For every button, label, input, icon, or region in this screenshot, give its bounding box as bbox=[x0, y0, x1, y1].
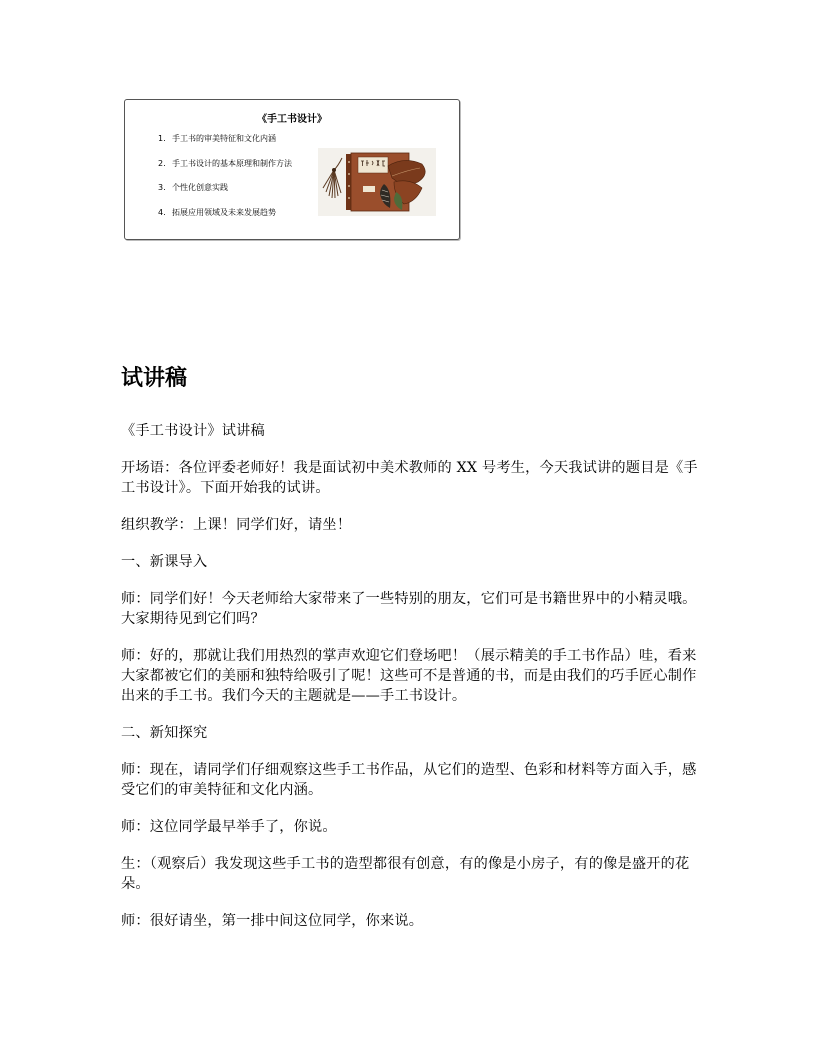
outline-item-text: 个性化创意实践 bbox=[172, 183, 228, 192]
paragraph-organize: 组织教学：上课！同学们好，请坐！ bbox=[121, 517, 352, 533]
outline-item-number: 4. bbox=[158, 207, 166, 217]
slide-outline-item bbox=[158, 133, 292, 158]
paragraph-opening: 开场语：各位评委老师好！我是面试初中美术教师的 XX 号考生，今天我试讲的题目是《手工书设计》。下面开始我的试讲。 bbox=[121, 460, 698, 496]
paragraph: 师：同学们好！今天老师给大家带来了一些特别的朋友，它们可是书籍世界中的小精灵哦。大家期待见到它们吗？ bbox=[121, 591, 697, 627]
outline-item-number: 1. bbox=[158, 134, 166, 143]
outline-item-number: 3. bbox=[158, 183, 166, 192]
slide-title: 《手工书设计》 bbox=[257, 114, 327, 125]
lecture-script-body bbox=[121, 421, 701, 948]
paragraph: 师：这位同学最早举手了，你说。 bbox=[121, 819, 337, 835]
slide-outline-item bbox=[158, 158, 292, 183]
section-heading-intro: 一、新课导入 bbox=[121, 554, 208, 570]
handmade-book-image bbox=[318, 148, 436, 216]
outline-item-text: 手工书设计的基本原理和制作方法 bbox=[172, 158, 292, 168]
doc-title-line: 《手工书设计》试讲稿 bbox=[121, 423, 265, 439]
slide-outline-list bbox=[158, 133, 292, 231]
slide-outline-item bbox=[158, 207, 292, 232]
outline-item-text: 拓展应用领域及未来发展趋势 bbox=[172, 207, 276, 217]
outline-item-number: 2. bbox=[158, 158, 166, 168]
outline-item-text: 手工书的审美特征和文化内涵 bbox=[172, 134, 276, 143]
page-heading: 试讲稿 bbox=[121, 366, 188, 391]
paragraph: 师：现在，请同学们仔细观察这些手工书作品，从它们的造型、色彩和材料等方面入手，感受它们的审美特征和文化内涵。 bbox=[121, 762, 697, 798]
paragraph: 师：很好请坐，第一排中间这位同学，你来说。 bbox=[121, 913, 424, 929]
paragraph: 生：（观察后）我发现这些手工书的造型都很有创意，有的像是小房子，有的像是盛开的花朵。 bbox=[121, 856, 690, 892]
section-heading-explore: 二、新知探究 bbox=[121, 725, 208, 741]
paragraph: 师：好的，那就让我们用热烈的掌声欢迎它们登场吧！（展示精美的手工书作品）哇，看来大家都被它们的美丽和独特给吸引了呢！这些可不是普通的书，而是由我们的巧手匠心制作出来的手工书。我们今天的主题就是——手工书设计。 bbox=[121, 648, 697, 704]
slide-outline-item bbox=[158, 182, 292, 207]
slide-thumbnail bbox=[124, 99, 460, 240]
